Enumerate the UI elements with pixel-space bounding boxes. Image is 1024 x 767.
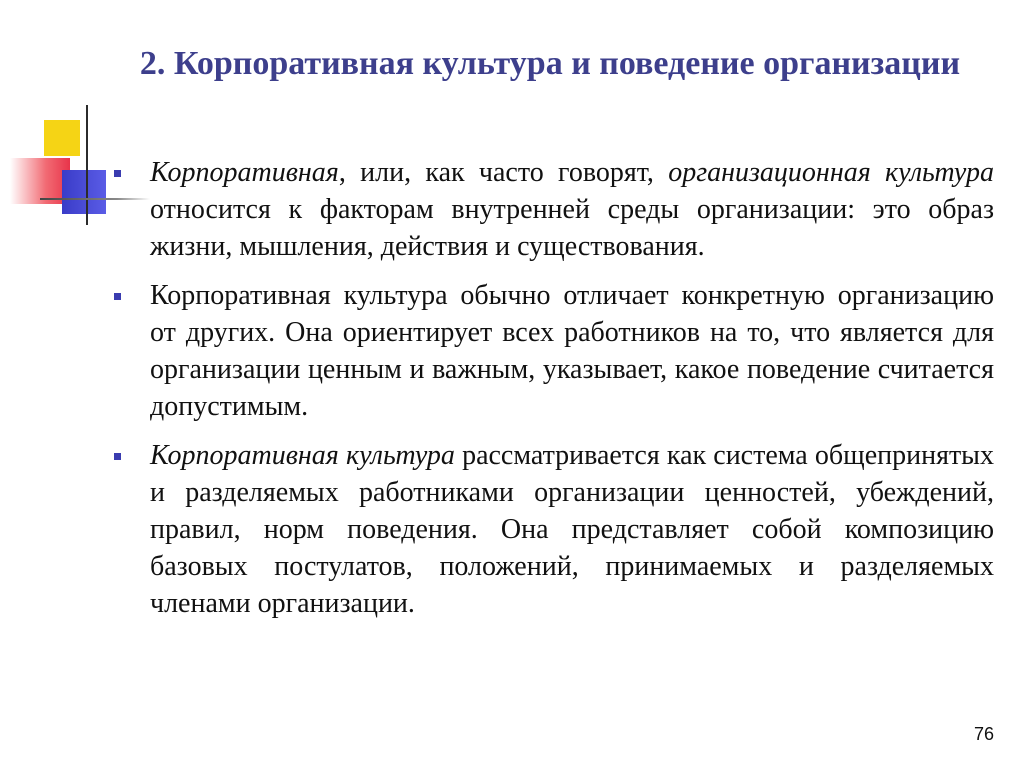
bullet-text: относится к факторам внутренней среды организации: это образ жизни, мышления, действия и существования.	[150, 194, 994, 262]
italic-term: Корпоративная	[150, 157, 339, 188]
bullet-marker-icon	[114, 293, 121, 300]
italic-term: организационная культура	[668, 157, 994, 188]
blue-square-shape	[62, 170, 106, 214]
bullet-item-2	[110, 277, 994, 425]
yellow-square-shape	[44, 120, 80, 156]
bullet-marker-icon	[114, 453, 121, 460]
bullet-text: Корпоративная культура обычно отличает конкретную организацию от других. Она ориентирует всех работников на то, что является для организации ценным и важным, указывает, какое поведение считается допустимым.	[150, 280, 994, 422]
bullet-item-3	[110, 437, 994, 622]
bullet-item-1	[110, 154, 994, 265]
bullet-text: рассматривается как система общепринятых и разделяемых работниками организации ценностей, убеждений, правил, норм поведения. Она представляет собой композицию базовых постулатов, положений, принимаемых и разделяемых членами организации.	[150, 440, 994, 619]
bullet-text: , или, как часто говорят,	[338, 157, 669, 188]
page-number: 76	[973, 724, 994, 744]
bullet-list	[110, 154, 994, 634]
bullet-marker-icon	[114, 170, 121, 177]
slide-title: 2. Корпоративная культура и поведение организации	[139, 45, 961, 82]
italic-term: Корпоративная культура	[150, 440, 455, 471]
vertical-line-shape	[86, 105, 88, 225]
